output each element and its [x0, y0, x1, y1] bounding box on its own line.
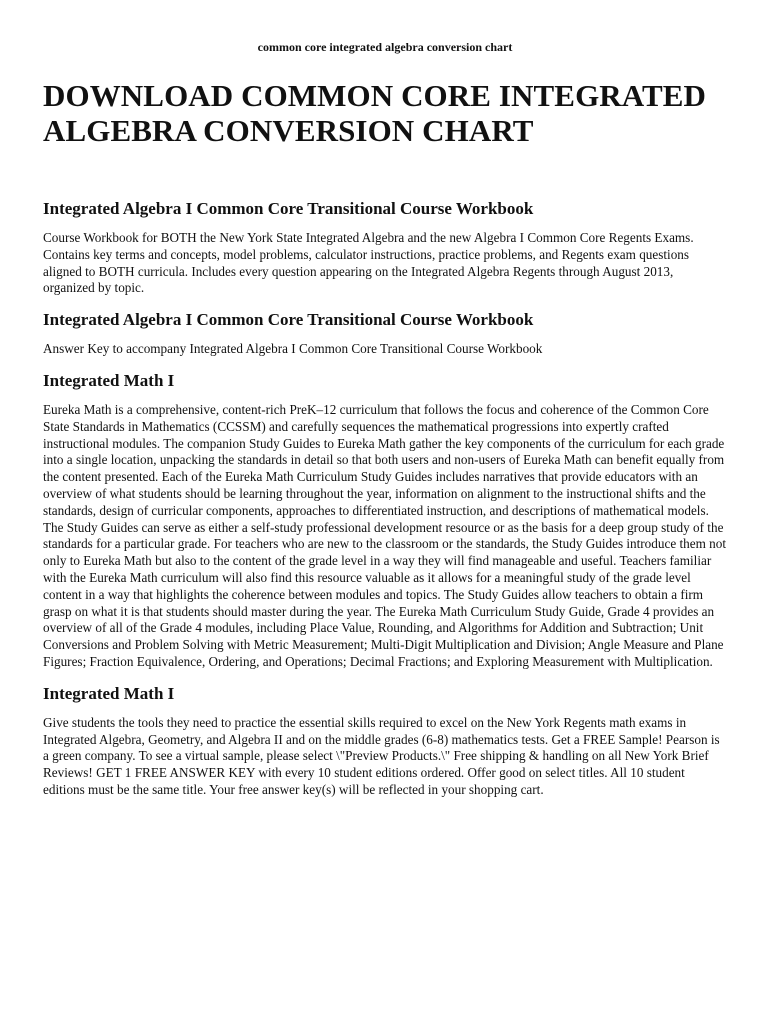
document-content	[43, 198, 727, 799]
section-answer-key	[43, 309, 727, 358]
section-heading: Integrated Math I	[43, 370, 175, 390]
section-heading: Integrated Algebra I Common Core Transitional Course Workbook	[43, 310, 534, 330]
section-eureka-math	[43, 370, 727, 671]
section-body: Give students the tools they need to practice the essential skills required to excel on the New York Regents math exams in Integrated Algebra, Geometry, and Algebra II and on the middle grades (6-8) mathematics tests. Get a FREE Sample! Pearson is a green company. To see a virtual sample, please select \"Preview Products.\" Free shipping & handling on all New York Brief Reviews! GET 1 FREE ANSWER KEY with every 10 student editions ordered. Offer good on select titles. All 10 student editions must be the same title. Your free answer key(s) will be reflected in your shopping cart.	[43, 714, 720, 797]
section-body: Course Workbook for BOTH the New York State Integrated Algebra and the new Algebra I Common Core Regents Exams. Contains key terms and concepts, model problems, calculator instructions, practice problems, and Regents exam questions aligned to BOTH curricula. Includes every question appearing on the Integrated Algebra Regents through August 2013, organized by topic.	[43, 230, 694, 296]
section-heading: Integrated Math I	[43, 683, 175, 703]
section-regents-practice	[43, 683, 727, 799]
section-body: Eureka Math is a comprehensive, content-rich PreK–12 curriculum that follows the focus and coherence of the Common Core State Standards in Mathematics (CCSSM) and carefully sequences the mathematical progressions into expertly crafted instructional modules. The companion Study Guides to Eureka Math gather the key components of the curriculum for each grade into a single location, unpacking the standards in detail so that both users and non-users of Eureka Math can benefit equally from the content presented. Each of the Eureka Math Curriculum Study Guides includes narratives that provide educators with an overview of what students should be learning throughout the year, information on alignment to the instructional shifts and the standards, design of curricular components, approaches to differentiated instruction, and descriptions of mathematical models. The Study Guides can serve as either a self-study professional development resource or as the basis for a deep group study of the standards for a particular grade. For teachers who are new to the classroom or the standards, the Study Guides introduce them not only to Eureka Math but also to the content of the grade level in a way they will find manageable and useful. Teachers familiar with the Eureka Math curriculum will also find this resource valuable as it allows for a meaningful study of the grade level content in a way that highlights the coherence between modules and topics. The Study Guides allow teachers to obtain a firm grasp on what it is that students should master during the year. The Eureka Math Curriculum Study Guide, Grade 4 provides an overview of all of the Grade 4 modules, including Place Value, Rounding, and Algorithms for Addition and Subtraction; Unit Conversions and Problem Solving with Metric Measurement; Multi-Digit Multiplication and Division; Angle Measure and Plane Figures; Fraction Equivalence, Ordering, and Operations; Decimal Fractions; and Exploring Measurement with Multiplication.	[43, 401, 726, 669]
section-body: Answer Key to accompany Integrated Algebra I Common Core Transitional Course Workbook	[43, 341, 543, 357]
section-workbook	[43, 198, 727, 297]
page-title: DOWNLOAD COMMON CORE INTEGRATED ALGEBRA CONVERSION CHART	[43, 78, 707, 148]
running-header: common core integrated algebra conversion chart	[257, 40, 513, 54]
section-heading: Integrated Algebra I Common Core Transitional Course Workbook	[43, 199, 534, 218]
